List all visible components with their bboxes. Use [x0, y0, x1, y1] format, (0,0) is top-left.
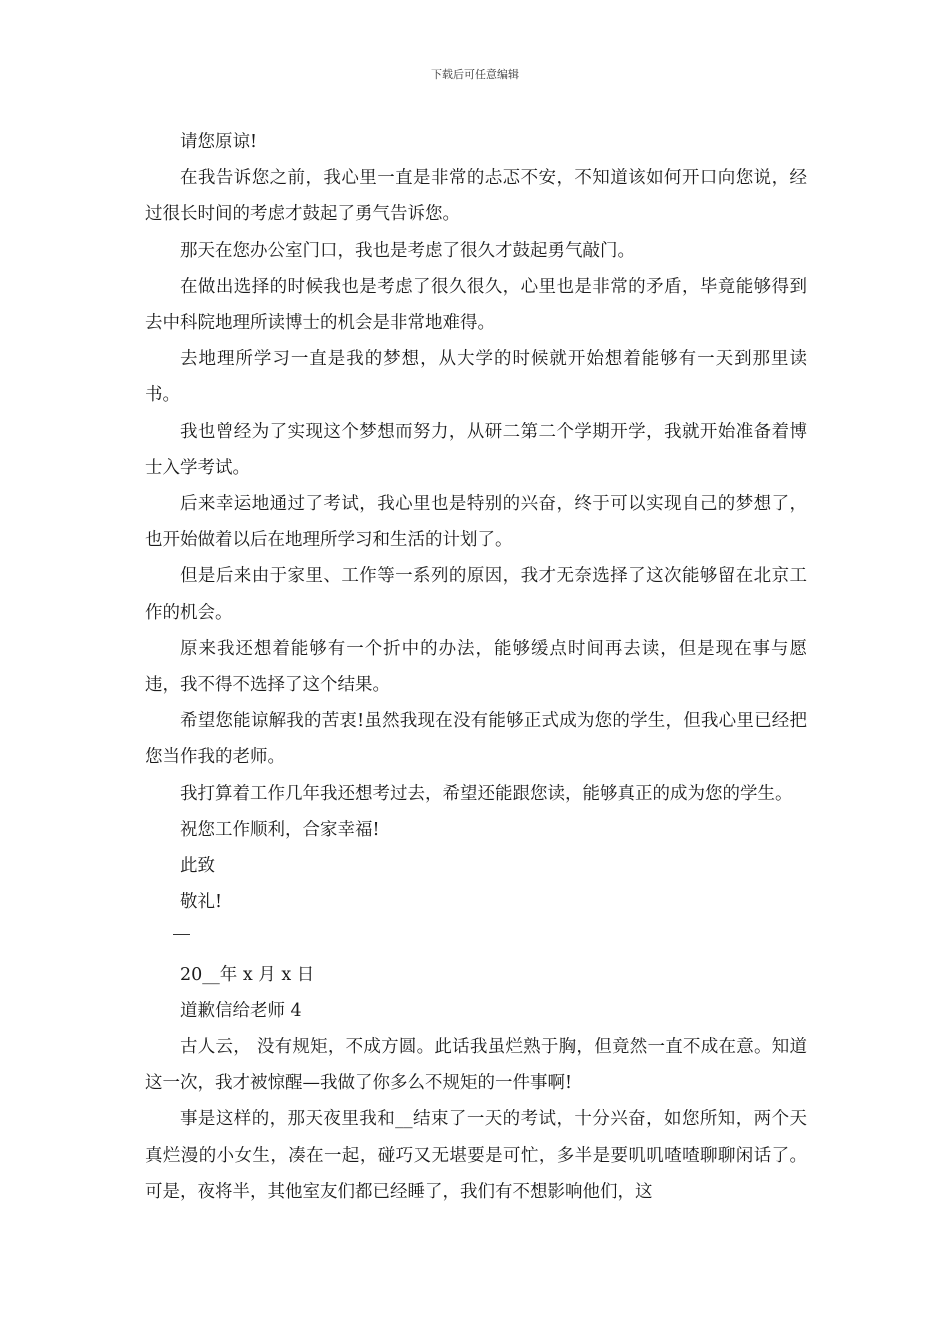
letter-paragraph: 祝您工作顺利，合家幸福! [180, 819, 380, 840]
letter-paragraph: 后来幸运地通过了考试，我心里也是特别的兴奋，终于可以实现自己的梦想了，也开始做着以后在地理所学习和生活的计划了。 [145, 494, 807, 551]
page-header: 下载后可任意编辑 [431, 68, 519, 81]
section-title: 道歉信给老师 4 [180, 1000, 302, 1021]
letter-paragraph: 我打算着工作几年我还想考过去，希望还能跟您读，能够真正的成为您的学生。 [180, 783, 793, 804]
letter-paragraph: 原来我还想着能够有一个折中的办法，能够缓点时间再去读，但是现在事与愿违，我不得不选择了这个结果。 [145, 638, 807, 696]
letter-paragraph: 在做出选择的时候我也是考虑了很久很久，心里也是非常的矛盾，毕竟能够得到去中科院地理所读博士的机会是非常地难得。 [145, 276, 807, 334]
letter-paragraph: 但是后来由于家里、工作等一系列的原因，我才无奈选择了这次能够留在北京工作的机会。 [145, 566, 807, 623]
letter-closing-respect: 敬礼! [180, 892, 223, 913]
letter-paragraph: 请您原谅! [180, 132, 258, 152]
letter-closing-salutation: 此致 [180, 856, 215, 877]
letter-paragraph: 去地理所学习一直是我的梦想，从大学的时候就开始想着能够有一天到那里读书。 [145, 349, 807, 406]
signature-line [145, 920, 807, 956]
letter-paragraph: 在我告诉您之前，我心里一直是非常的忐忑不安，不知道该如何开口向您说，经过很长时间的考虑才鼓起了勇气告诉您。 [145, 168, 807, 225]
letter-date: 20__年 x 月 x 日 [180, 964, 315, 985]
document-body [145, 124, 807, 1210]
letter-paragraph: 我也曾经为了实现这个梦想而努力，从研二第二个学期开学，我就开始准备着博士入学考试。 [145, 421, 807, 478]
letter-paragraph: 希望您能谅解我的苦衷!虽然我现在没有能够正式成为您的学生，但我心里已经把您当作我的老师。 [145, 711, 807, 768]
section-paragraph: 古人云， 没有规矩，不成方圆。此话我虽烂熟于胸，但竟然一直不成在意。知道这一次，我才被惊醒—我做了你多么不规矩的一件事啊! [145, 1037, 807, 1094]
letter-paragraph: 那天在您办公室门口，我也是考虑了很久才鼓起勇气敲门。 [180, 240, 635, 261]
section-paragraph: 事是这样的，那天夜里我和__结束了一天的考试，十分兴奋，如您所知，两个天真烂漫的小女生，凑在一起，碰巧又无堪要是可忙，多半是要叽叽喳喳聊聊闲话了。可是，夜将半，其他室友们都已经睡了，我们有不想影响他们，这 [145, 1109, 807, 1202]
